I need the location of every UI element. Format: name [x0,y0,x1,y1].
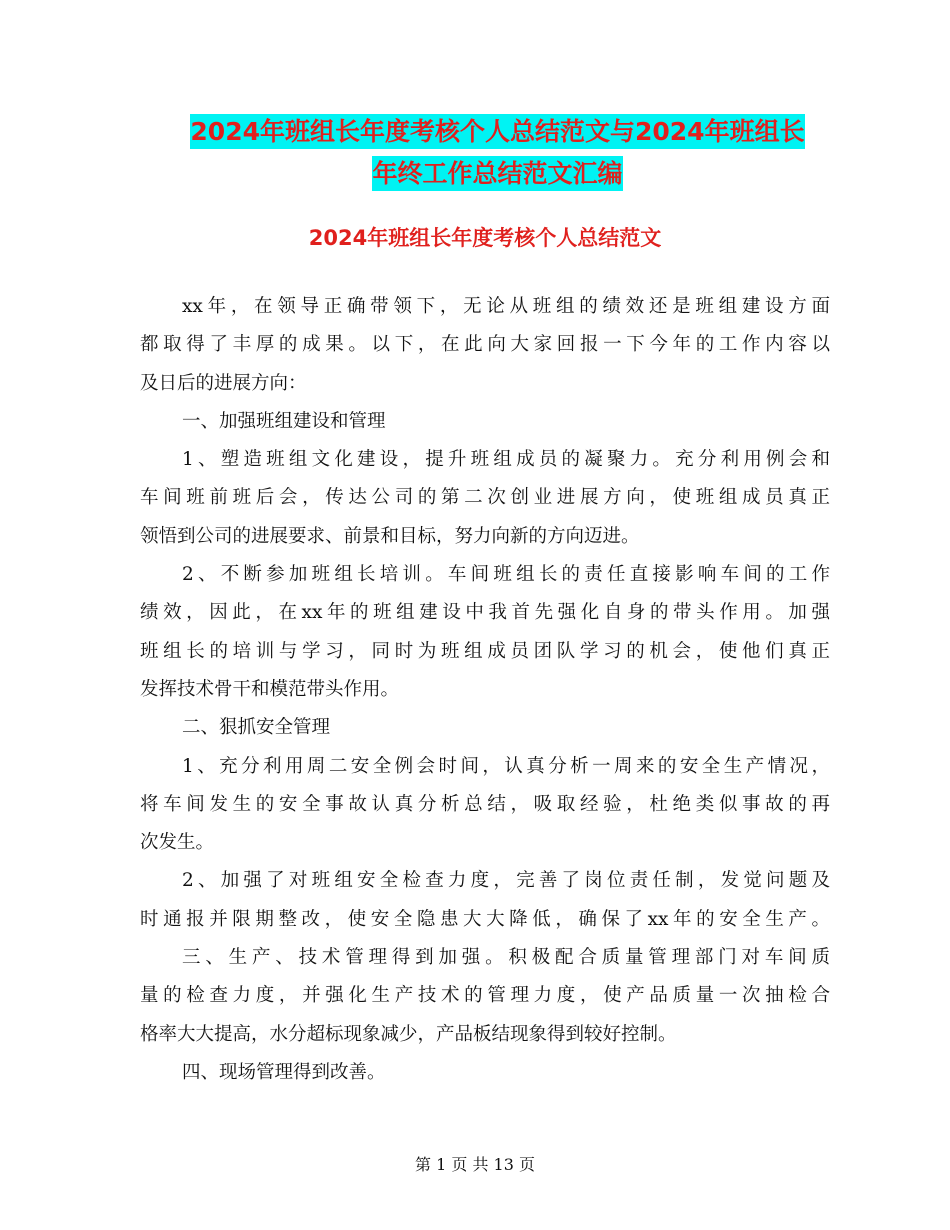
section-heading: 2024年班组长年度考核个人总结范文 [308,226,662,250]
body-line: 发挥技术骨干和模范带头作用。 [140,678,400,700]
body-line: 三、生产、技术管理得到加强。积极配合质量管理部门对车间质 [182,947,830,969]
document-title-text-2: 年终工作总结范文汇编 [372,156,622,191]
document-title-text-1: 2024年班组长年度考核个人总结范文与2024年班组长 [190,114,804,149]
document-title-line-2 [130,152,865,196]
document-title-line-1 [130,110,865,154]
body-line: 将车间发生的安全事故认真分析总结，吸取经验，杜绝类似事故的再 [140,793,830,815]
body-line: 时通报并限期整改，使安全隐患大大降低，确保了xx年的安全生产。 [140,908,830,930]
body-line: 2、加强了对班组安全检查力度，完善了岗位责任制，发觉问题及 [182,870,830,892]
page-footer: 第 1 页 共 13 页 [415,1155,535,1174]
body-line: 班组长的培训与学习，同时为班组成员团队学习的机会，使他们真正 [140,640,830,662]
body-line: 及日后的进展方向： [140,372,307,394]
body-line: 格率大大提高，水分超标现象减少，产品板结现象得到较好控制。 [140,1023,677,1045]
body-line: 都取得了丰厚的成果。以下，在此向大家回报一下今年的工作内容以 [140,334,830,356]
body-line: 一、加强班组建设和管理 [182,410,386,432]
body-line: 量的检查力度，并强化生产技术的管理力度，使产品质量一次抽检合 [140,985,830,1007]
body-line: 次发生。 [140,832,215,854]
body-line: 2、不断参加班组长培训。车间班组长的责任直接影响车间的工作 [182,564,830,586]
body-line: xx年，在领导正确带领下，无论从班组的绩效还是班组建设方面 [182,296,830,317]
body-line: 二、狠抓安全管理 [182,717,331,739]
body-line: 绩效，因此，在xx年的班组建设中我首先强化自身的带头作用。加强 [140,602,830,624]
body-line: 领悟到公司的进展要求、前景和目标，努力向新的方向迈进。 [140,525,640,547]
document-body [140,288,830,1092]
body-line: 车间班前班后会，传达公司的第二次创业进展方向，使班组成员真正 [140,487,830,509]
body-line: 1、塑造班组文化建设，提升班组成员的凝聚力。充分利用例会和 [182,449,830,471]
body-line: 1、充分利用周二安全例会时间，认真分析一周来的安全生产情况， [182,755,830,777]
body-line: 四、现场管理得到改善。 [182,1061,386,1083]
